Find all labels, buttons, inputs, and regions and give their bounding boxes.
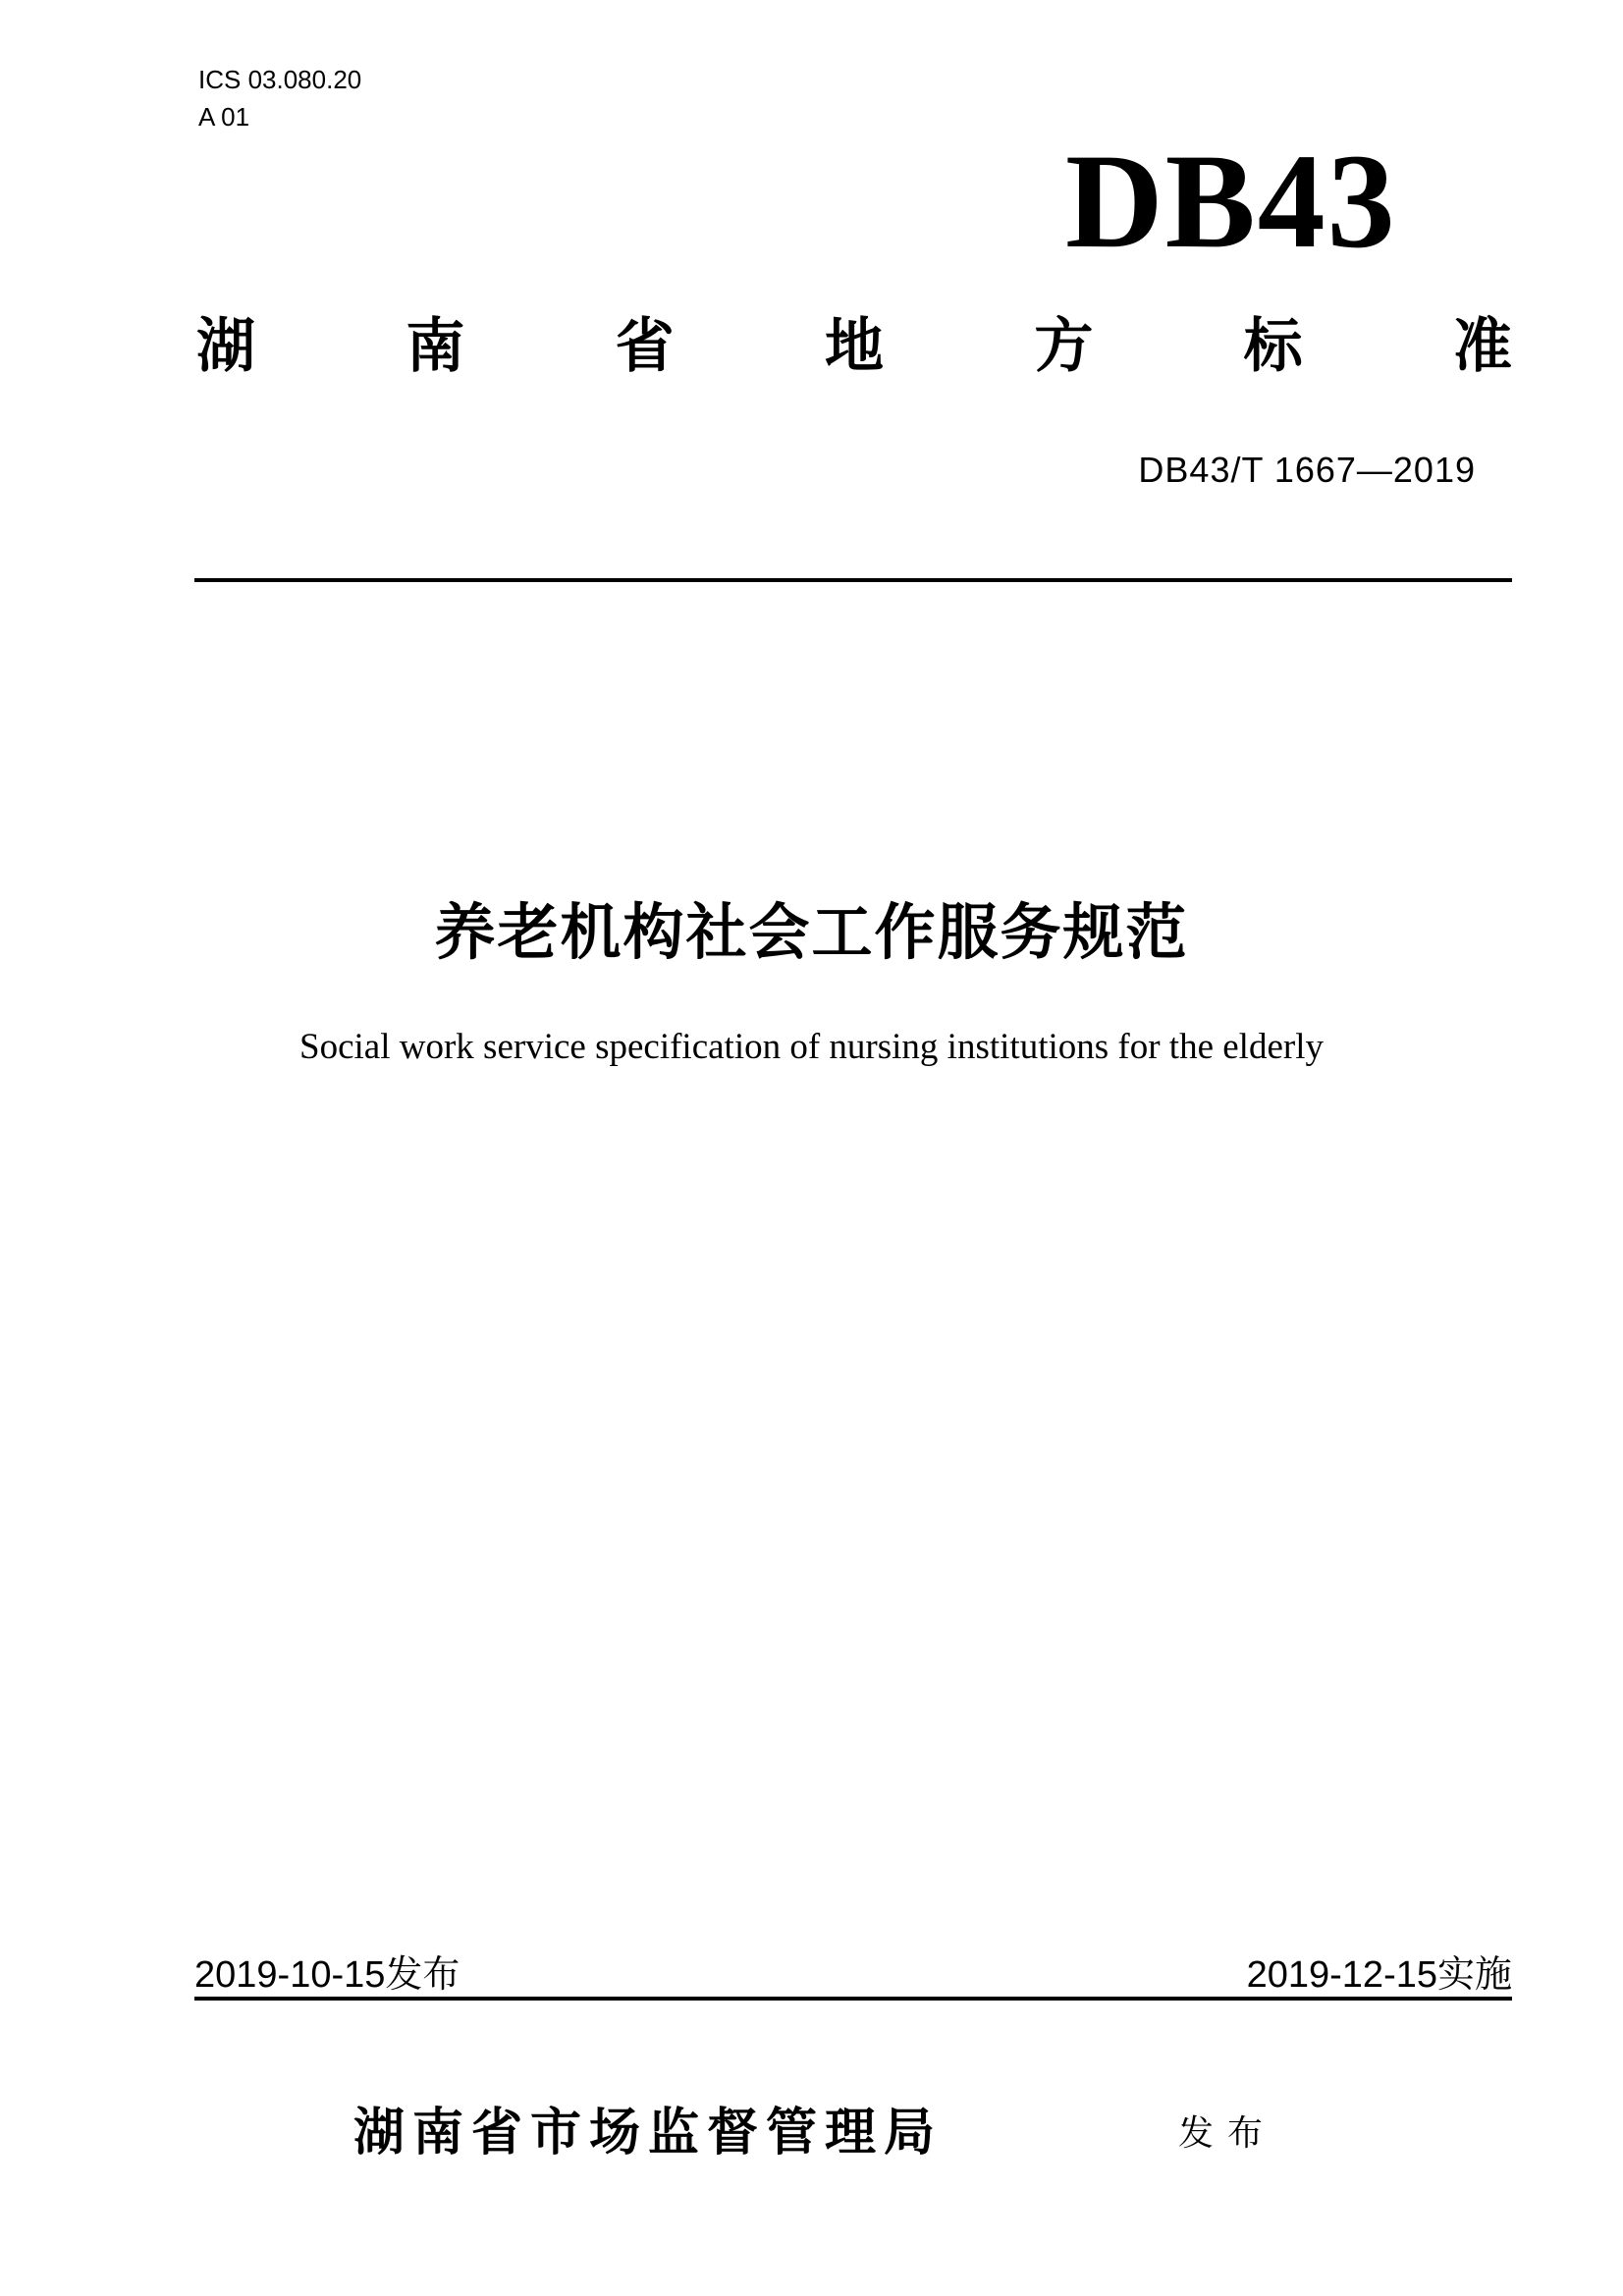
db43-logo-code: DB43 [1065,126,1397,276]
standard-number: DB43/T 1667—2019 [1138,450,1476,490]
heading-char: 省 [615,312,675,381]
heading-char: 准 [1452,312,1512,381]
heading-char: 标 [1243,312,1303,381]
document-title-zh: 养老机构社会工作服务规范 [434,896,1189,968]
implement-date: 2019-12-15实施 [1246,1954,1512,1996]
bottom-divider [194,1997,1512,2001]
ccs-code: A 01 [198,102,250,132]
ics-code: ICS 03.080.20 [198,65,362,94]
standard-type-heading [196,312,1512,381]
heading-char: 地 [824,312,884,381]
heading-char: 湖 [196,312,255,381]
date-row [194,1944,1512,1998]
top-divider [194,578,1512,582]
issuing-authority: 湖南省市场监督管理局 [353,2104,944,2163]
classification-codes [198,61,361,135]
heading-char: 南 [406,312,465,381]
publish-date: 2019-10-15发布 [194,1954,460,1996]
heading-char: 方 [1034,312,1094,381]
document-title-en: Social work service specification of nursing institutions for the elderly [299,1027,1324,1067]
issue-label: 发布 [1178,2113,1277,2154]
